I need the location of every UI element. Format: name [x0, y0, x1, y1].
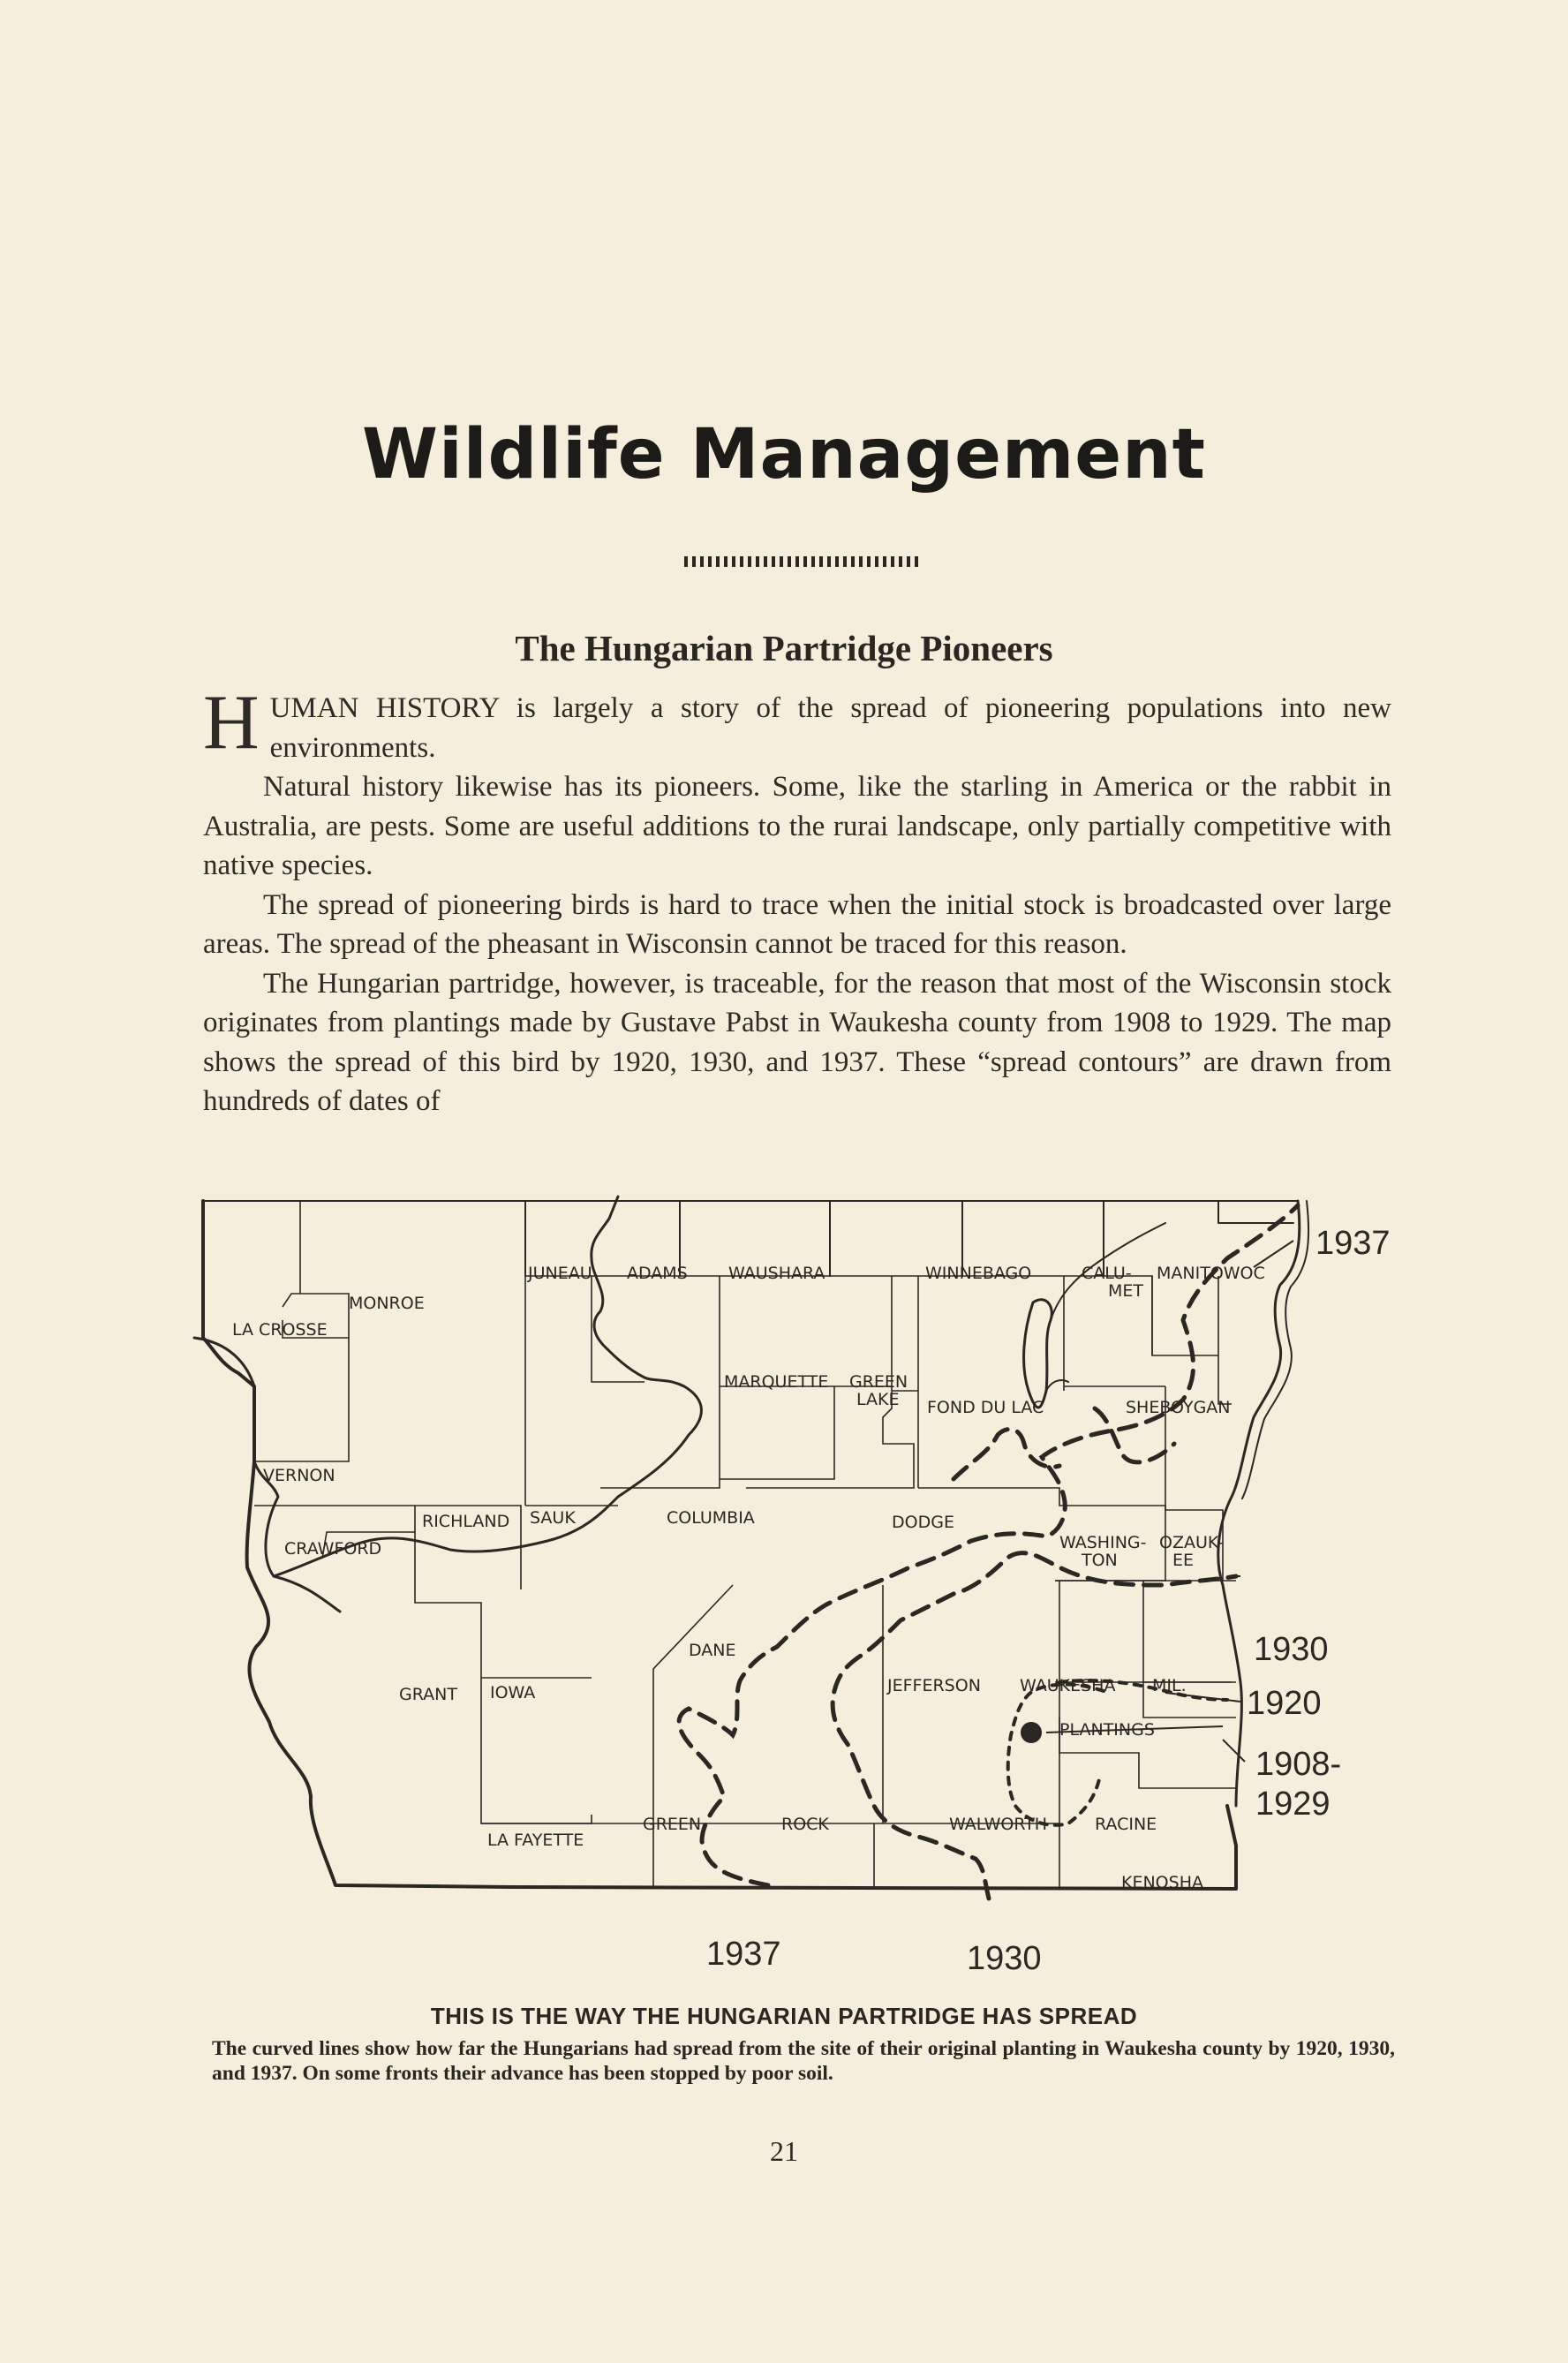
drop-cap: H	[203, 680, 260, 766]
plantings-label: PLANTINGS	[1059, 1720, 1155, 1740]
title-ornament	[684, 556, 918, 567]
year-label-1930-bottom: 1930	[967, 1940, 1042, 1977]
county-iowa: IOWA	[490, 1683, 536, 1702]
year-label-1929: 1929	[1255, 1785, 1331, 1823]
county-waukesha: WAUKESHA	[1020, 1676, 1116, 1695]
county-la-fayette: LA FAYETTE	[487, 1831, 584, 1850]
county-crawford: CRAWFORD	[284, 1539, 382, 1559]
paragraph-1	[203, 680, 1391, 767]
county-grant: GRANT	[399, 1685, 457, 1704]
county-adams: ADAMS	[627, 1264, 688, 1283]
county-green-lake-1: GREEN	[849, 1372, 908, 1392]
county-sauk: SAUK	[530, 1508, 576, 1528]
county-marquette: MARQUETTE	[724, 1372, 829, 1392]
paragraph-3: The spread of pioneering birds is hard to trace when the initial stock is broadcasted over large areas. The spread of the pheasant in Wisconsin cannot be traced for this reason.	[203, 888, 1391, 960]
county-waushara: WAUSHARA	[728, 1264, 825, 1283]
county-milwaukee: MIL.	[1152, 1676, 1187, 1695]
county-columbia: COLUMBIA	[667, 1508, 755, 1528]
county-la-crosse: LA CROSSE	[232, 1320, 328, 1340]
paragraph-1-text: UMAN HISTORY is largely a story of the spread of pioneering populations into new environments.	[269, 692, 1391, 764]
county-calumet-2: MET	[1108, 1281, 1144, 1301]
county-ozaukee-2: EE	[1172, 1551, 1195, 1570]
year-label-1937-bottom: 1937	[706, 1936, 781, 1973]
county-kenosha: KENOSHA	[1121, 1873, 1203, 1892]
section-heading: The Hungarian Partridge Pioneers	[515, 628, 1053, 668]
year-label-1930-right: 1930	[1254, 1631, 1329, 1668]
year-label-1920-right: 1920	[1247, 1685, 1322, 1722]
county-green: GREEN	[643, 1815, 702, 1834]
county-monroe: MONROE	[349, 1294, 425, 1313]
county-dane: DANE	[689, 1641, 736, 1660]
paragraph-4: The Hungarian partridge, however, is traceable, for the reason that most of the Wisconsin stock originates from plantings made by Gustave Pabst in Waukesha county from 1908 to 1929. The map shows the spread of this bird by 1920, 1930, and 1937. These “spread contours” are drawn from hundreds of dates of	[203, 967, 1391, 1117]
contour-1920	[1008, 1685, 1104, 1825]
county-jefferson: JEFFERSON	[887, 1676, 981, 1695]
county-ozaukee-1: OZAUK-	[1159, 1533, 1224, 1552]
lake-winnebago	[1024, 1300, 1052, 1408]
county-juneau: JUNEAU	[528, 1264, 592, 1283]
county-racine: RACINE	[1095, 1815, 1157, 1834]
county-sheboygan: SHEBOYGAN	[1126, 1398, 1231, 1417]
county-calumet-1: CALU-	[1082, 1264, 1132, 1283]
map-svg	[177, 1188, 1395, 1982]
paragraph-2: Natural history likewise has its pioneers. Some, like the starling in America or the rabbit in Australia, are pests. Some are useful additions to the rurai landscape, only partially competitive with native species.	[203, 771, 1391, 881]
article-body	[203, 680, 1391, 1121]
county-rock: ROCK	[781, 1815, 829, 1834]
year-label-1908: 1908-	[1255, 1746, 1342, 1783]
map-caption-title: THIS IS THE WAY THE HUNGARIAN PARTRIDGE HAS SPREAD	[430, 2003, 1138, 2029]
year-label-1937-right: 1937	[1315, 1225, 1391, 1262]
county-green-lake-2: LAKE	[856, 1390, 900, 1409]
county-fond-du-lac: FOND DU LAC	[927, 1398, 1044, 1417]
county-walworth: WALWORTH	[949, 1815, 1048, 1834]
partridge-spread-map	[177, 1188, 1395, 1982]
page-number: 21	[770, 2135, 798, 2167]
page-title: Wildlife Management	[362, 415, 1206, 494]
map-caption-text: The curved lines show how far the Hungarians had spread from the site of their original planting in Waukesha county by 1920, 1930, and 1937. On some fronts their advance has been stopped by poor soil.	[212, 2037, 1395, 2085]
county-washington-1: WASHING-	[1059, 1533, 1147, 1552]
county-richland: RICHLAND	[422, 1512, 510, 1531]
county-dodge: DODGE	[892, 1513, 954, 1532]
planting-site-dot	[1021, 1722, 1042, 1743]
county-vernon: VERNON	[263, 1466, 335, 1485]
county-manitowoc: MANITOWOC	[1157, 1264, 1265, 1283]
county-winnebago: WINNEBAGO	[925, 1264, 1032, 1283]
county-washington-2: TON	[1082, 1551, 1118, 1570]
